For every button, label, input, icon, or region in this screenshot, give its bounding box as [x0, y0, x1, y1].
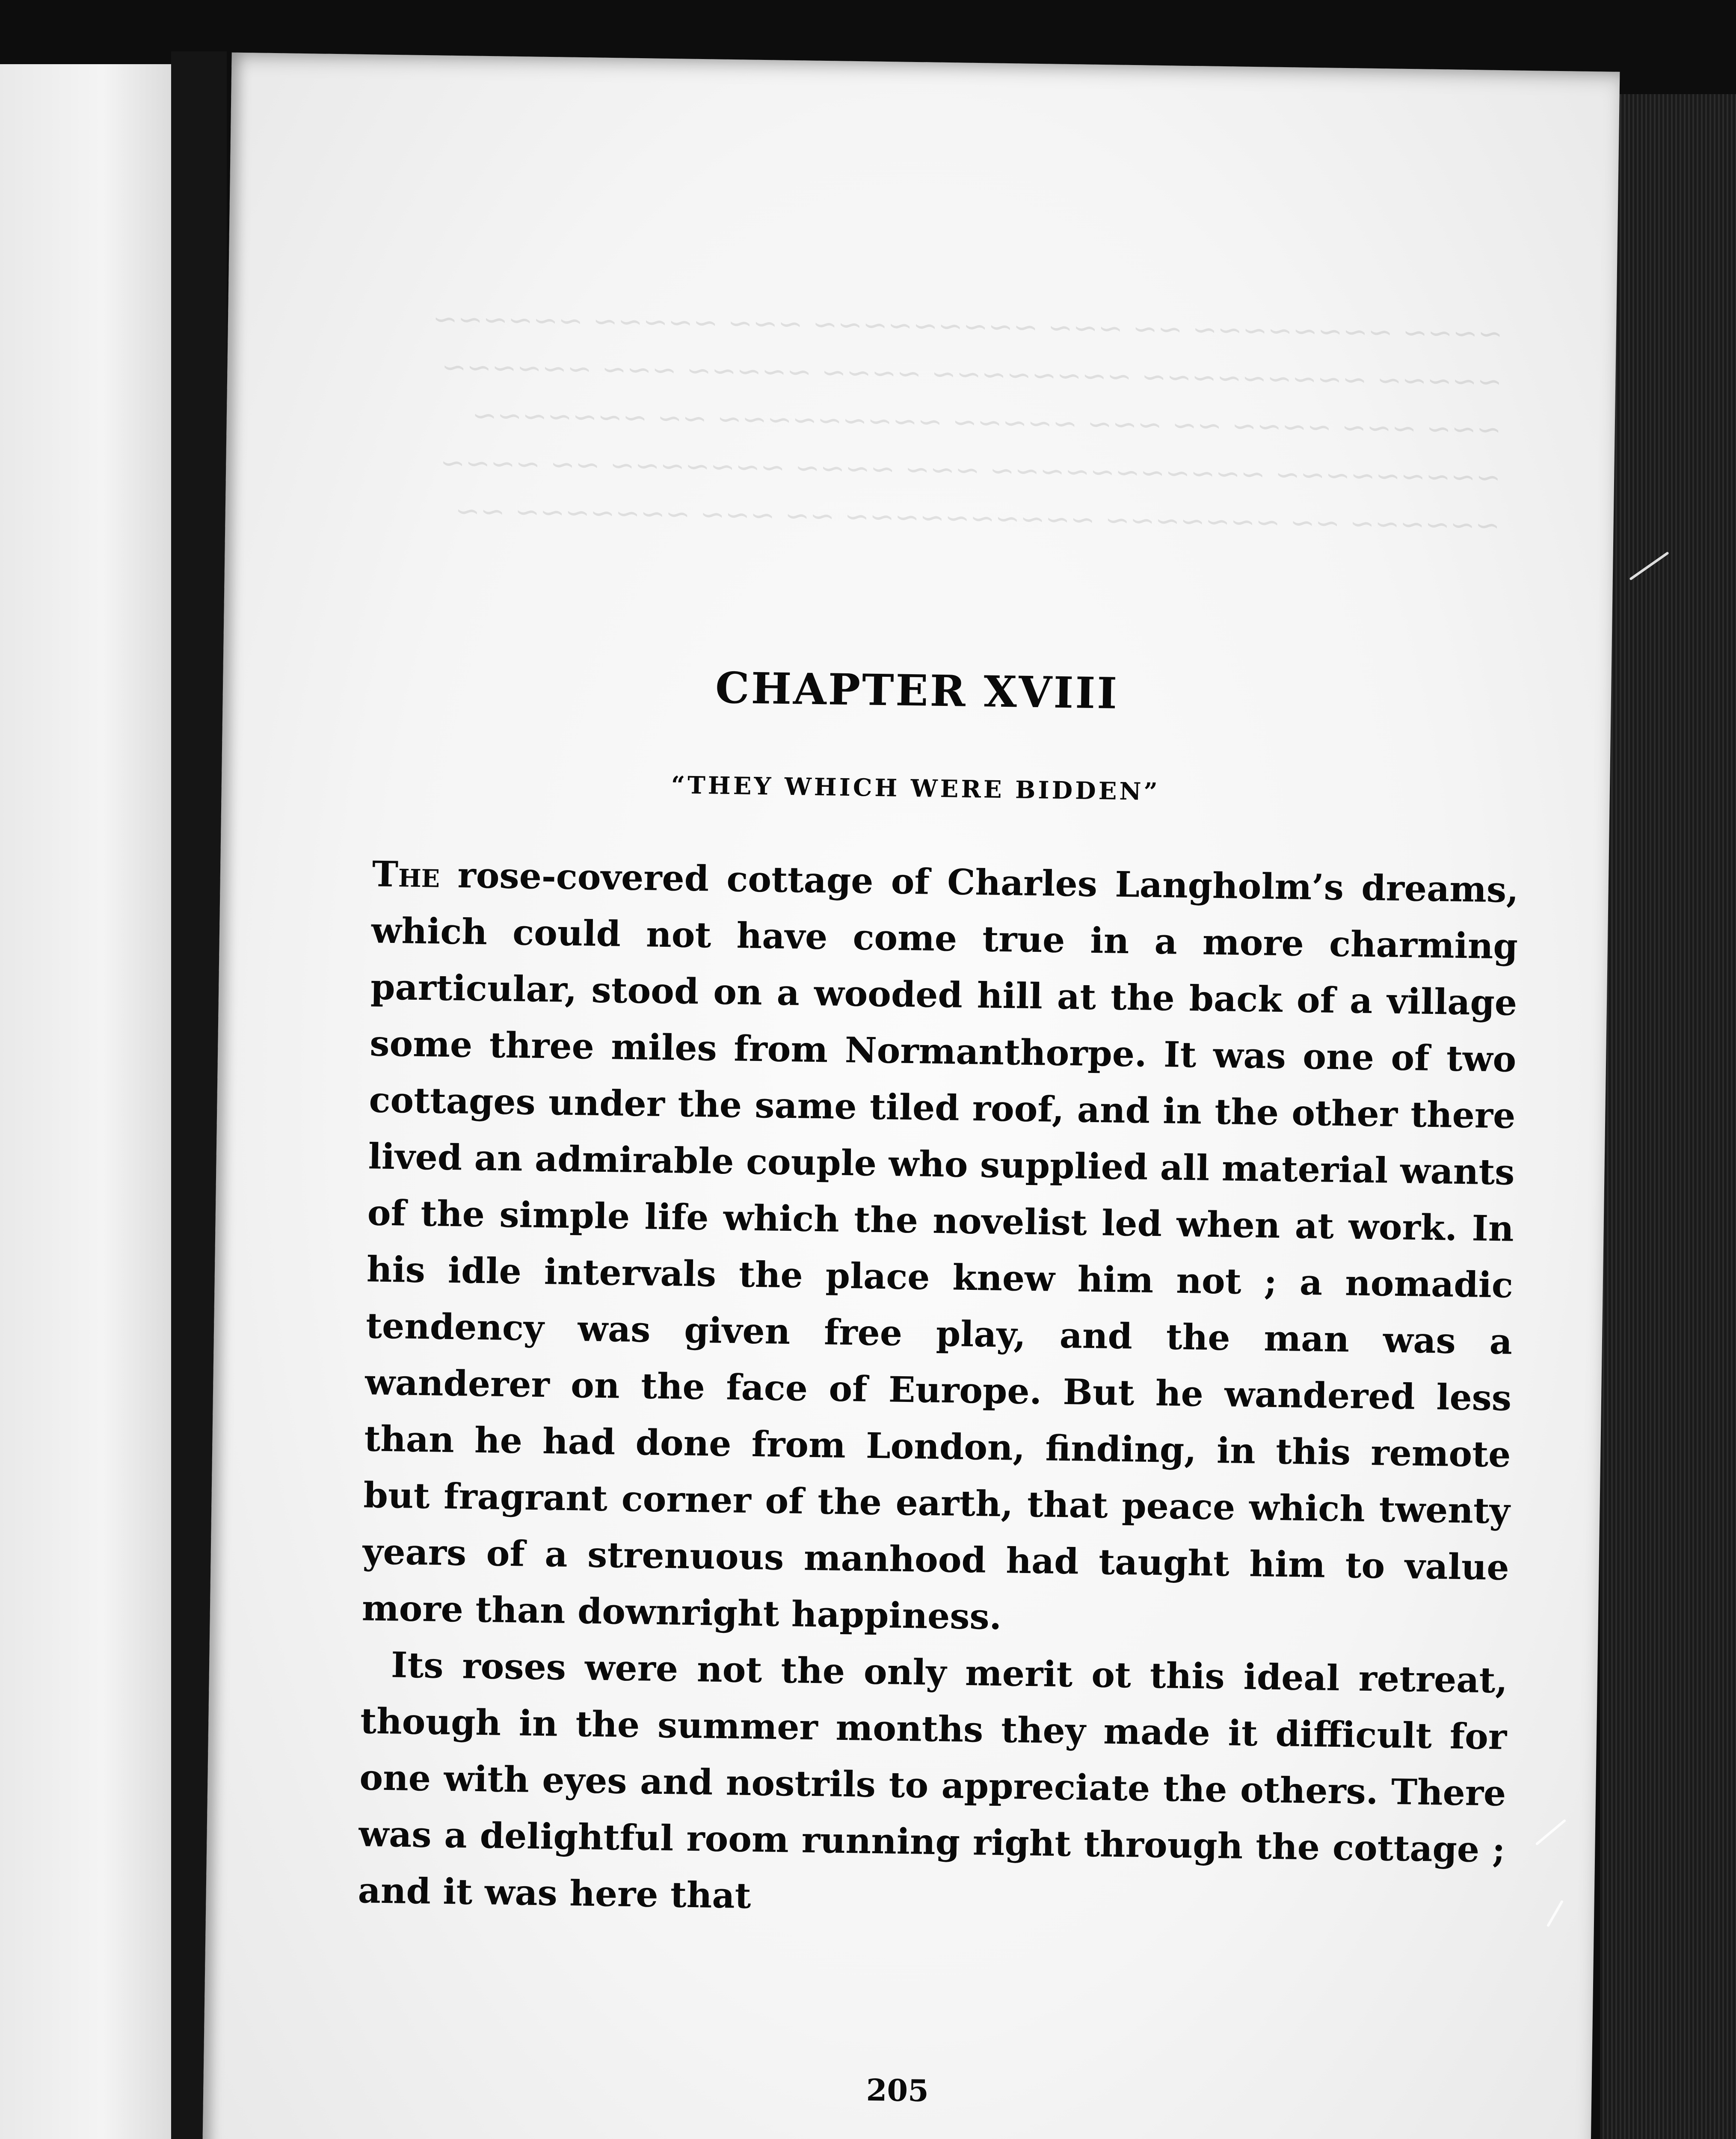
page-number: 205	[866, 2072, 929, 2109]
book-page	[201, 53, 1620, 2139]
bleed-through-texture: ~~~~ ~~~~~~~~ ~~ ~~~ ~~~~~~~~~ ~~~ ~~~~~ ~~~~~~ ~~~~~ ~~~~~~~~~ ~~~~~~~~ ~~~~ ~~~~~ ~~~ ~~~~~~ ~~~ ~~~ ~~~~ ~~ ~~~ ~~~~~ ~~~~~~~~~ ~~ ~~~~~~~ ~~~~~~~~~ ~~~~~~~~~~~ ~~~ ~~~~ ~~~~~~~ ~~ ~~~~ ~~~~~~ ~~ ~~~~~~~ ~~~~~~~~~~ ~~ ~~~ ~~~~~~~ ~~	[432, 301, 1503, 543]
paragraph-2-text: Its roses were not the only merit ot this ideal retreat, though in the summer months they made it difficult for one with eyes and nostrils to appreciate the others. There was a delightful room running right through the cottage ; and it was here that	[358, 1644, 1508, 1917]
previous-page-edge	[0, 64, 171, 2139]
chapter-subtitle: “THEY WHICH WERE BIDDEN”	[671, 771, 1161, 806]
paragraph-1-text: rose-covered cottage of Charles Langholm’s dreams, which could not have come true in a more charming particular, stood on a wooded hill at the back of a village some three miles from Normanthorpe. It was one of two cottages under the same tiled roof, and in the other there lived an admirable couple who supplied all material wants of the simple life which the novelist led when at work. In his idle intervals the place knew him not ; a nomadic tendency was given free play, and the man was a wanderer on the face of Europe. But he wandered less than he had done from London, finding, in this remote but fragrant corner of the earth, that peace which twenty years of a strenuous manhood had taught him to value more than downright happiness.	[361, 854, 1519, 1638]
paragraph-2	[358, 1636, 1508, 1935]
page-stack-edge	[1600, 94, 1736, 2139]
paragraph-1	[361, 846, 1519, 1652]
paragraph-1-opening-word: The	[372, 853, 440, 896]
chapter-title: CHAPTER XVIII	[715, 662, 1119, 719]
chapter-body	[358, 846, 1519, 1935]
